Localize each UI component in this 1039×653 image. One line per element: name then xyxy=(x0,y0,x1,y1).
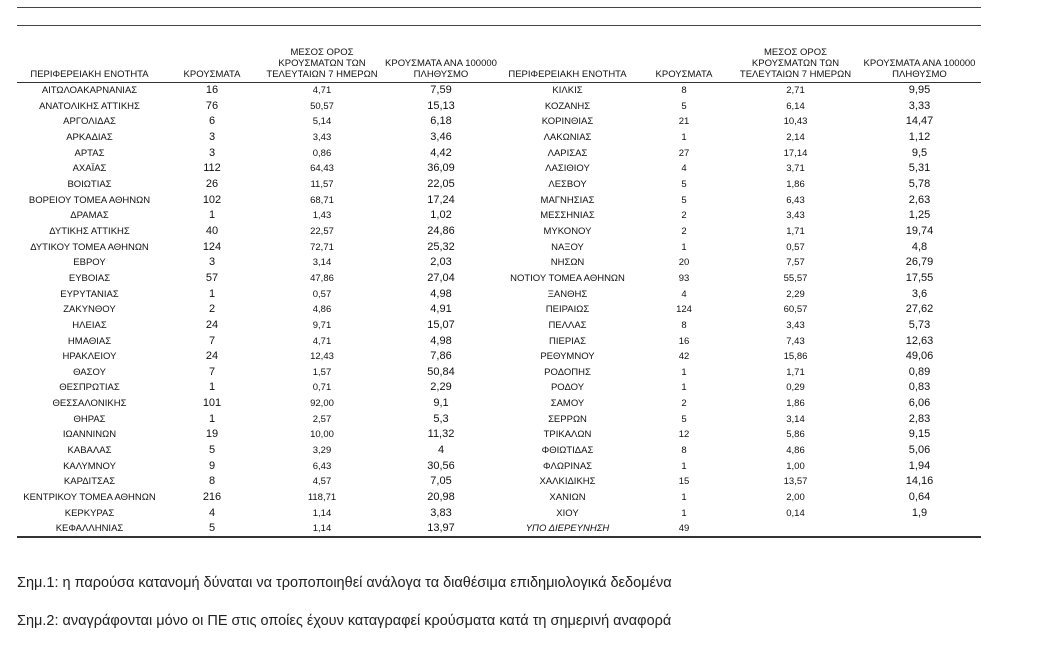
cell-cases-left: 24 xyxy=(205,350,219,363)
cell-cases-left: 2 xyxy=(208,303,216,316)
cell-cases-left: 1 xyxy=(208,287,216,300)
header-per100k-left: ΚΡΟΥΣΜΑΤΑ ΑΝΑ 100000 ΠΛΗΘΥΣΜΟ xyxy=(382,36,500,83)
cell-cases-right: 15 xyxy=(678,476,690,488)
table-row xyxy=(17,193,981,209)
table-row xyxy=(17,349,981,365)
cell-per100k-right: 1,25 xyxy=(908,209,931,222)
table-row xyxy=(17,255,981,271)
cell-avg7-left: 4,57 xyxy=(312,476,332,488)
cell-avg7-right: 15,86 xyxy=(783,351,808,363)
cell-per100k-left: 50,84 xyxy=(427,365,455,378)
cell-cases-left: 3 xyxy=(208,146,216,159)
cell-avg7-left: 0,86 xyxy=(312,147,332,159)
cell-avg7-right: 3,43 xyxy=(786,319,805,331)
cell-cases-right: 4 xyxy=(681,163,687,175)
cell-cases-right: 2 xyxy=(681,225,687,237)
cell-avg7-left: 2,57 xyxy=(312,413,332,425)
cell-per100k-left: 11,32 xyxy=(427,428,455,441)
cell-cases-left: 102 xyxy=(202,193,222,206)
cell-per100k-left: 2,29 xyxy=(430,381,452,394)
cell-avg7-right: 2,71 xyxy=(786,85,805,96)
cell-per100k-left: 7,59 xyxy=(430,84,452,96)
cell-avg7-right: 6,14 xyxy=(786,100,805,112)
cell-cases-right: 16 xyxy=(678,335,690,347)
cell-avg7-left: 11,57 xyxy=(310,178,334,190)
cell-avg7-left: 92,00 xyxy=(310,398,334,410)
cell-region-right: ΜΥΚΟΝΟΥ xyxy=(543,225,592,237)
cell-avg7-left: 3,14 xyxy=(312,257,332,269)
cell-avg7-right: 2,29 xyxy=(786,288,805,300)
cell-cases-left: 7 xyxy=(208,365,216,378)
cell-region-right: ΦΘΙΩΤΙΔΑΣ xyxy=(541,445,594,457)
cell-avg7-left: 6,43 xyxy=(312,460,332,472)
cell-region-right: ΜΕΣΣΗΝΙΑΣ xyxy=(540,210,595,222)
cell-region-right: ΚΟΖΑΝΗΣ xyxy=(544,100,591,112)
cell-per100k-right: 0,64 xyxy=(908,491,931,504)
cell-region-left: ΘΕΣΣΑΛΟΝΙΚΗΣ xyxy=(52,398,127,410)
cell-cases-left: 19 xyxy=(205,428,219,441)
table-row xyxy=(17,146,981,162)
cell-cases-left: 76 xyxy=(205,99,219,112)
cell-region-right: ΣΕΡΡΩΝ xyxy=(548,413,587,425)
cell-region-left: ΒΟΙΩΤΙΑΣ xyxy=(67,178,112,190)
cell-avg7-right: 10,43 xyxy=(783,116,808,128)
cell-avg7-right: 7,57 xyxy=(786,257,805,269)
cell-region-right: ΛΑΣΙΘΙΟΥ xyxy=(545,163,590,175)
cell-cases-right: 5 xyxy=(681,100,687,112)
cell-cases-left: 5 xyxy=(208,522,216,535)
cell-per100k-left: 25,32 xyxy=(427,240,455,253)
cell-avg7-right: 1,71 xyxy=(786,225,805,237)
cell-per100k-left: 1,02 xyxy=(430,209,452,222)
table-row xyxy=(17,161,981,177)
table-row xyxy=(17,459,981,475)
cell-cases-right: 1 xyxy=(681,131,687,143)
cell-avg7-right: 1,86 xyxy=(786,398,805,410)
cell-region-left: ΙΩΑΝΝΙΝΩΝ xyxy=(62,429,117,441)
cell-region-right: ΛΑΚΩΝΙΑΣ xyxy=(543,131,592,143)
cell-avg7-left: 10,00 xyxy=(310,429,334,441)
cell-cases-right: 1 xyxy=(681,492,687,504)
cell-per100k-left: 7,05 xyxy=(430,475,452,488)
table-row xyxy=(17,334,981,350)
cell-per100k-right: 1,9 xyxy=(911,506,928,519)
cell-region-left: ΘΕΣΠΡΩΤΙΑΣ xyxy=(59,382,120,394)
cell-per100k-right: 5,31 xyxy=(908,162,931,175)
cell-avg7-right: 2,00 xyxy=(786,492,805,504)
cell-avg7-right: 6,43 xyxy=(786,194,805,206)
table-row xyxy=(17,412,981,428)
regional-cases-table xyxy=(17,36,981,537)
cell-per100k-right: 17,55 xyxy=(905,271,934,284)
cell-cases-right: 1 xyxy=(681,382,687,394)
table-row xyxy=(17,318,981,334)
cell-avg7-right: 3,14 xyxy=(786,413,805,425)
cell-cases-left: 57 xyxy=(205,271,219,284)
table-row xyxy=(17,506,981,522)
table-row xyxy=(17,474,981,490)
cell-region-left: ΑΧΑΪΑΣ xyxy=(72,163,107,175)
table-row xyxy=(17,396,981,412)
top-rule xyxy=(17,7,981,8)
cell-per100k-right: 5,78 xyxy=(908,177,931,190)
table-row xyxy=(17,114,981,130)
cell-region-right: ΧΑΛΚΙΔΙΚΗΣ xyxy=(539,476,596,488)
cell-region-left: ΘΑΣΟΥ xyxy=(73,366,106,378)
cell-region-left: ΚΑΛΥΜΝΟΥ xyxy=(63,460,116,472)
table-row xyxy=(17,224,981,240)
cell-cases-left: 16 xyxy=(205,84,219,96)
cell-cases-left: 3 xyxy=(208,130,216,143)
cell-avg7-left: 12,43 xyxy=(310,351,334,363)
cell-cases-right: 2 xyxy=(681,398,687,410)
cell-per100k-right: 0,83 xyxy=(908,381,931,394)
cell-region-right: ΣΑΜΟΥ xyxy=(550,398,585,410)
cell-region-left: ΖΑΚΥΝΘΟΥ xyxy=(63,304,116,316)
cell-region-right: ΠΕΙΡΑΙΩΣ xyxy=(545,304,590,316)
cell-avg7-right: 1,71 xyxy=(786,366,805,378)
cell-region-right: ΛΑΡΙΣΑΣ xyxy=(547,147,588,159)
cell-per100k-left: 15,13 xyxy=(427,99,455,112)
cell-cases-left: 7 xyxy=(208,334,216,347)
cell-cases-left: 5 xyxy=(208,444,216,457)
header-avg7-right: ΜΕΣΟΣ ΟΡΟΣ ΚΡΟΥΣΜΑΤΩΝ ΤΩΝ ΤΕΛΕΥΤΑΙΩΝ 7 ΗΜΕΡΩΝ xyxy=(733,36,858,83)
cell-per100k-right: 19,74 xyxy=(905,224,934,237)
cell-cases-right: 2 xyxy=(681,210,687,222)
cell-avg7-right: 0,57 xyxy=(786,241,805,253)
cell-per100k-right: 12,63 xyxy=(905,334,934,347)
cell-per100k-left: 3,46 xyxy=(430,130,452,143)
cell-region-left: ΗΛΕΙΑΣ xyxy=(72,319,107,331)
cell-cases-right: 20 xyxy=(678,257,690,269)
cell-per100k-left: 24,86 xyxy=(427,224,455,237)
cell-avg7-left: 68,71 xyxy=(310,194,334,206)
table-row xyxy=(17,208,981,224)
cell-region-right: ΞΑΝΘΗΣ xyxy=(547,288,588,300)
cell-region-right: ΡΟΔΟΥ xyxy=(550,382,585,394)
cell-per100k-right: 5,73 xyxy=(908,318,931,331)
cell-region-left: ΚΕΡΚΥΡΑΣ xyxy=(64,507,115,519)
table-row xyxy=(17,443,981,459)
cell-per100k-right: 27,62 xyxy=(905,303,934,316)
cell-region-right: ΡΟΔΟΠΗΣ xyxy=(544,366,591,378)
cell-region-left: ΑΡΚΑΔΙΑΣ xyxy=(66,131,113,143)
cell-cases-left: 4 xyxy=(208,506,216,519)
cell-region-right: ΜΑΓΝΗΣΙΑΣ xyxy=(540,194,595,206)
cell-cases-left: 8 xyxy=(208,475,216,488)
cell-cases-left: 3 xyxy=(208,256,216,269)
header-rule xyxy=(17,25,981,26)
cell-per100k-right: 14,16 xyxy=(905,475,934,488)
cell-avg7-left: 3,43 xyxy=(312,131,332,143)
cell-region-right: ΦΛΩΡΙΝΑΣ xyxy=(542,460,593,472)
cell-per100k-right: 9,95 xyxy=(908,84,931,96)
cell-region-left: ΕΒΡΟΥ xyxy=(73,257,106,269)
cell-region-left: ΒΟΡΕΙΟΥ ΤΟΜΕΑ ΑΘΗΝΩΝ xyxy=(28,194,151,206)
cell-region-right: ΝΗΣΩΝ xyxy=(550,257,585,269)
cell-region-left: ΔΥΤΙΚΗΣ ΑΤΤΙΚΗΣ xyxy=(49,225,130,237)
cell-cases-left: 6 xyxy=(208,115,216,128)
cell-cases-right: 8 xyxy=(681,319,687,331)
cell-region-left: ΚΑΒΑΛΑΣ xyxy=(67,445,112,457)
cell-cases-left: 216 xyxy=(202,491,222,504)
cell-per100k-left: 4,98 xyxy=(430,287,452,300)
cell-cases-right: 1 xyxy=(681,460,687,472)
cell-cases-right: 5 xyxy=(681,194,687,206)
note-2: Σημ.2: αναγράφονται μόνο οι ΠΕ στις οποίες έχουν καταγραφεί κρούσματα κατά τη σημερινή αναφορά xyxy=(17,613,672,629)
table-row xyxy=(17,130,981,146)
cell-cases-right: 8 xyxy=(681,445,687,457)
cell-cases-right: 1 xyxy=(681,241,687,253)
cell-avg7-left: 5,14 xyxy=(312,116,332,128)
cell-cases-right: 27 xyxy=(678,147,690,159)
cell-avg7-left: 1,43 xyxy=(312,210,332,222)
cell-avg7-left: 22,57 xyxy=(310,225,334,237)
table-header-row xyxy=(17,36,981,83)
cell-avg7-left: 0,71 xyxy=(312,382,332,394)
cell-region-right: ΚΟΡΙΝΘΙΑΣ xyxy=(541,116,594,128)
cell-per100k-left: 30,56 xyxy=(427,459,455,472)
cell-region-right: ΧΙΟΥ xyxy=(556,507,579,519)
cell-region-left: ΘΗΡΑΣ xyxy=(73,413,106,425)
cell-cases-right: 8 xyxy=(681,85,687,96)
table-row xyxy=(17,99,981,115)
cell-region-right: ΥΠΟ ΔΙΕΡΕΥΝΗΣΗ xyxy=(525,523,610,535)
cell-cases-right: 4 xyxy=(681,288,687,300)
cell-avg7-left: 1,14 xyxy=(312,507,332,519)
cell-region-left: ΕΥΒΟΙΑΣ xyxy=(68,272,111,284)
table-body xyxy=(17,83,981,538)
cell-cases-right: 5 xyxy=(681,413,687,425)
cell-region-right: ΧΑΝΙΩΝ xyxy=(549,492,586,504)
cell-cases-right: 42 xyxy=(678,351,690,363)
cell-avg7-left: 1,57 xyxy=(312,366,332,378)
cell-region-left: ΑΡΓΟΛΙΔΑΣ xyxy=(63,116,116,128)
cell-per100k-left: 4,91 xyxy=(430,303,452,316)
cell-per100k-right: 49,06 xyxy=(905,350,934,363)
cell-region-left: ΑΙΤΩΛΟΑΚΑΡΝΑΝΙΑΣ xyxy=(41,85,138,96)
table-row xyxy=(17,83,981,99)
cell-region-left: ΚΕΦΑΛΛΗΝΙΑΣ xyxy=(55,523,124,535)
table-row xyxy=(17,302,981,318)
cell-per100k-left: 20,98 xyxy=(427,491,455,504)
cell-avg7-right: 0,29 xyxy=(786,382,805,394)
cell-avg7-left: 4,71 xyxy=(312,85,332,96)
cell-region-left: ΑΝΑΤΟΛΙΚΗΣ ΑΤΤΙΚΗΣ xyxy=(39,100,140,112)
table-row xyxy=(17,521,981,537)
cell-region-right: ΝΑΞΟΥ xyxy=(551,241,584,253)
cell-avg7-right: 1,86 xyxy=(786,178,805,190)
cell-per100k-left: 4,98 xyxy=(430,334,452,347)
cell-avg7-right: 17,14 xyxy=(783,147,808,159)
cell-per100k-right xyxy=(858,521,981,537)
cell-per100k-right: 1,94 xyxy=(908,459,931,472)
cell-cases-left: 112 xyxy=(203,162,221,175)
header-cases-left: ΚΡΟΥΣΜΑΤΑ xyxy=(162,36,262,83)
cell-cases-left: 9 xyxy=(208,459,216,472)
cell-avg7-right: 4,86 xyxy=(786,445,805,457)
cell-region-left: ΑΡΤΑΣ xyxy=(74,147,105,159)
cell-avg7-right xyxy=(733,521,858,537)
cell-avg7-right: 13,57 xyxy=(783,476,808,488)
cell-per100k-right: 2,83 xyxy=(908,412,931,425)
cell-region-left: ΚΕΝΤΡΙΚΟΥ ΤΟΜΕΑ ΑΘΗΝΩΝ xyxy=(23,492,156,504)
cell-region-right: ΠΙΕΡΙΑΣ xyxy=(548,335,587,347)
table-row xyxy=(17,240,981,256)
cell-per100k-left: 2,03 xyxy=(430,256,452,269)
cell-avg7-right: 2,14 xyxy=(786,131,805,143)
cell-per100k-right: 1,12 xyxy=(908,130,931,143)
cell-region-left: ΗΜΑΘΙΑΣ xyxy=(67,335,112,347)
cell-cases-left: 24 xyxy=(205,318,219,331)
cell-per100k-left: 9,1 xyxy=(433,397,449,410)
cell-avg7-right: 3,43 xyxy=(786,210,805,222)
cell-per100k-left: 27,04 xyxy=(427,271,455,284)
cell-per100k-left: 13,97 xyxy=(427,522,455,535)
cell-per100k-right: 3,33 xyxy=(908,99,931,112)
cell-per100k-right: 6,06 xyxy=(908,397,931,410)
cell-cases-left: 40 xyxy=(205,224,219,237)
table-row xyxy=(17,287,981,303)
table-row xyxy=(17,490,981,506)
header-per100k-right: ΚΡΟΥΣΜΑΤΑ ΑΝΑ 100000 ΠΛΗΘΥΣΜΟ xyxy=(858,36,981,83)
cell-per100k-right: 26,79 xyxy=(905,256,934,269)
cell-cases-right: 1 xyxy=(681,366,687,378)
header-region-right: ΠΕΡΙΦΕΡΕΙΑΚΗ ΕΝΟΤΗΤΑ xyxy=(500,36,635,83)
cell-cases-right: 21 xyxy=(678,116,690,128)
notes xyxy=(17,570,672,646)
cell-region-left: ΔΡΑΜΑΣ xyxy=(70,210,109,222)
cell-per100k-right: 4,8 xyxy=(911,240,928,253)
cell-cases-right: 49 xyxy=(678,523,690,535)
cell-cases-left: 26 xyxy=(205,177,219,190)
cell-cases-right: 93 xyxy=(678,272,690,284)
cell-per100k-left: 4 xyxy=(437,444,445,457)
cell-avg7-left: 64,43 xyxy=(310,163,334,175)
cell-per100k-left: 3,83 xyxy=(430,506,452,519)
cell-region-left: ΗΡΑΚΛΕΙΟΥ xyxy=(62,351,117,363)
cell-per100k-left: 22,05 xyxy=(427,177,455,190)
bottom-rule xyxy=(17,536,981,538)
cell-per100k-right: 5,06 xyxy=(908,444,931,457)
cell-avg7-right: 0,14 xyxy=(786,507,805,519)
cell-per100k-right: 9,15 xyxy=(908,428,931,441)
cell-per100k-left: 7,86 xyxy=(430,350,452,363)
cell-avg7-left: 3,29 xyxy=(312,445,332,457)
cell-per100k-right: 3,6 xyxy=(911,287,928,300)
cell-per100k-left: 4,42 xyxy=(430,146,452,159)
table-row xyxy=(17,177,981,193)
cell-cases-right: 1 xyxy=(681,507,687,519)
cell-avg7-left: 47,86 xyxy=(310,272,334,284)
header-region-left: ΠΕΡΙΦΕΡΕΙΑΚΗ ΕΝΟΤΗΤΑ xyxy=(17,36,162,83)
header-avg7-left: ΜΕΣΟΣ ΟΡΟΣ ΚΡΟΥΣΜΑΤΩΝ ΤΩΝ ΤΕΛΕΥΤΑΙΩΝ 7 ΗΜΕΡΩΝ xyxy=(262,36,382,83)
cell-per100k-left: 17,24 xyxy=(427,193,455,206)
cell-cases-right: 12 xyxy=(678,429,690,441)
cell-region-left: ΚΑΡΔΙΤΣΑΣ xyxy=(63,476,116,488)
header-cases-right: ΚΡΟΥΣΜΑΤΑ xyxy=(635,36,733,83)
cell-per100k-left: 15,07 xyxy=(427,318,455,331)
cell-region-left: ΔΥΤΙΚΟΥ ΤΟΜΕΑ ΑΘΗΝΩΝ xyxy=(30,241,149,253)
cell-avg7-right: 60,57 xyxy=(783,304,808,316)
cell-per100k-right: 2,63 xyxy=(908,193,931,206)
cell-per100k-right: 9,5 xyxy=(911,146,928,159)
cell-per100k-right: 0,89 xyxy=(908,365,931,378)
cell-region-right: ΛΕΣΒΟΥ xyxy=(548,178,587,190)
table-row xyxy=(17,427,981,443)
cell-cases-right: 124 xyxy=(676,304,692,316)
cell-avg7-left: 9,71 xyxy=(312,319,332,331)
cell-per100k-left: 6,18 xyxy=(430,115,452,128)
cell-cases-left: 1 xyxy=(208,381,216,394)
cell-region-right: ΠΕΛΛΑΣ xyxy=(548,319,587,331)
cell-avg7-right: 1,00 xyxy=(786,460,805,472)
cell-cases-left: 1 xyxy=(208,412,216,425)
cell-avg7-left: 4,86 xyxy=(312,304,332,316)
table-row xyxy=(17,365,981,381)
cell-cases-left: 124 xyxy=(202,240,222,253)
cell-avg7-left: 50,57 xyxy=(310,100,334,112)
cell-cases-right: 5 xyxy=(681,178,687,190)
cell-avg7-right: 5,86 xyxy=(786,429,805,441)
cell-cases-left: 1 xyxy=(208,209,216,222)
cell-avg7-right: 7,43 xyxy=(786,335,805,347)
cell-avg7-right: 3,71 xyxy=(786,163,805,175)
table-row xyxy=(17,271,981,287)
cell-avg7-left: 72,71 xyxy=(310,241,334,253)
cell-region-right: ΡΕΘΥΜΝΟΥ xyxy=(540,351,595,363)
cell-per100k-right: 14,47 xyxy=(905,115,934,128)
cell-per100k-left: 36,09 xyxy=(427,162,455,175)
cell-region-right: ΚΙΛΚΙΣ xyxy=(552,85,583,96)
cell-region-right: ΝΟΤΙΟΥ ΤΟΜΕΑ ΑΘΗΝΩΝ xyxy=(510,272,625,284)
cell-avg7-right: 55,57 xyxy=(783,272,808,284)
cell-avg7-left: 118,71 xyxy=(307,492,337,504)
cell-avg7-left: 1,14 xyxy=(312,523,332,535)
note-1: Σημ.1: η παρούσα κατανομή δύναται να τροποποιηθεί ανάλογα τα διαθέσιμα επιδημιολογικά δεδομένα xyxy=(17,575,672,591)
cell-avg7-left: 4,71 xyxy=(312,335,332,347)
cell-per100k-left: 5,3 xyxy=(433,412,449,425)
table-row xyxy=(17,380,981,396)
cell-avg7-left: 0,57 xyxy=(312,288,332,300)
cell-region-left: ΕΥΡΥΤΑΝΙΑΣ xyxy=(60,288,119,300)
cell-region-right: ΤΡΙΚΑΛΩΝ xyxy=(543,429,592,441)
cell-cases-left: 101 xyxy=(202,397,222,410)
